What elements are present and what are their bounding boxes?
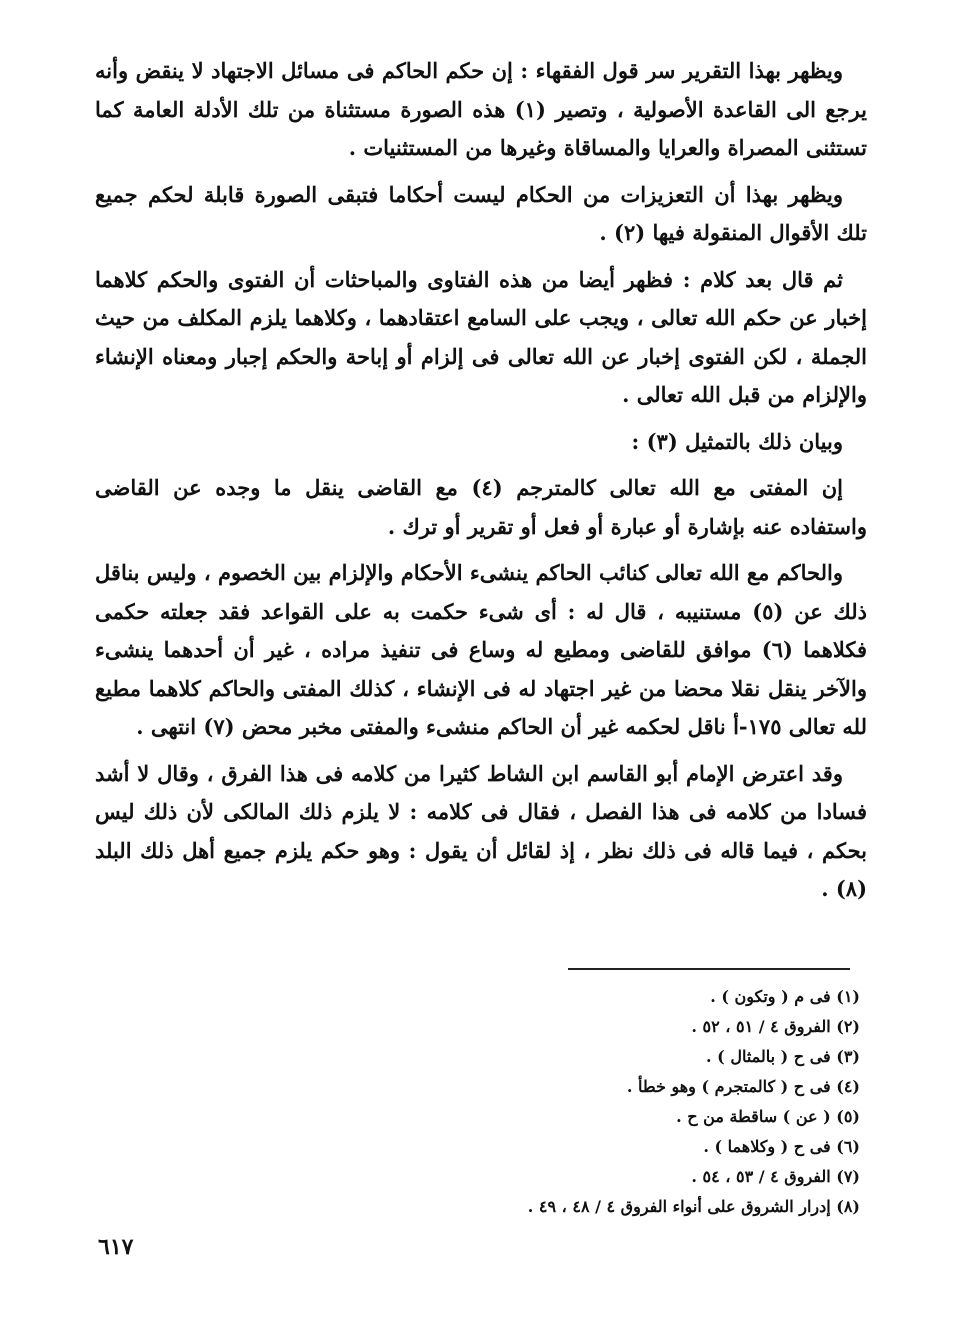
main-text bbox=[95, 52, 867, 917]
footnote-divider bbox=[568, 968, 850, 970]
paragraph-1: ويظهر بهذا التقرير سر قول الفقهاء : إن حكم الحاكم فى مسائل الاجتهاد لا ينقض وأنه يرجع الى القاعدة الأصولية ، وتصير (١) هذه الصورة مستثناة من تلك الأدلة العامة كما تستثنى المصراة والعرايا والمساقاة وغيرها من المستثنيات . bbox=[95, 58, 867, 160]
footnote-1: (١) فى م ( وتكون ) . bbox=[710, 987, 860, 1006]
footnote-4: (٤) فى ح ( كالمتجرم ) وهو خطأ . bbox=[626, 1077, 860, 1096]
footnote-7: (٧) الفروق ٤ / ٥٣ ، ٥٤ . bbox=[691, 1167, 860, 1186]
paragraph-5: إن المفتى مع الله تعالى كالمترجم (٤) مع القاضى ينقل ما وجده عن القاضى واستفاده عنه بإشارة أو عبارة أو فعل أو تقرير أو ترك . bbox=[95, 475, 867, 539]
page-number: ٦١٧ bbox=[98, 1234, 134, 1260]
paragraph-3: ثم قال بعد كلام : فظهر أيضا من هذه الفتاوى والمباحثات أن الفتوى والحكم كلاهما إخبار عن حكم الله تعالى ، ويجب على السامع اعتقادهما ، وكلاهما يلزم المكلف من حيث الجملة ، لكن الفتوى إخبار عن الله تعالى فى إلزام أو إباحة والحكم إجبار ومعناه الإنشاء والإلزام من قبل الله تعالى . bbox=[95, 266, 867, 407]
footnote-5: (٥) ( عن ) ساقطة من ح . bbox=[676, 1107, 860, 1126]
footnote-3: (٣) فى ح ( بالمثال ) . bbox=[706, 1047, 860, 1066]
paragraph-7: وقد اعترض الإمام أبو القاسم ابن الشاط كثيرا من كلامه فى هذا الفرق ، وقال لا أشد فسادا من كلامه فى هذا الفصل ، فقال فى كلامه : لا يلزم ذلك المالكى لأن ذلك ليس بحكم ، فيما قاله فى ذلك نظر ، إذ لقائل أن يقول : وهو حكم يلزم جميع أهل ذلك البلد (٨) . bbox=[95, 760, 867, 901]
paragraph-2: ويظهر بهذا أن التعزيزات من الحكام ليست أحكاما فتبقى الصورة قابلة لحكم جميع تلك الأقوال المنقولة فيها (٢) . bbox=[95, 181, 867, 245]
footnote-2: (٢) الفروق ٤ / ٥١ ، ٥٢ . bbox=[691, 1017, 860, 1036]
paragraph-4: وبيان ذلك بالتمثيل (٣) : bbox=[631, 428, 843, 454]
paragraph-6: والحاكم مع الله تعالى كنائب الحاكم ينشىء الأحكام والإلزام بين الخصوم ، وليس بناقل ذلك عن (٥) مستنيبه ، قال له : أى شىء حكمت به على القواعد فقد جعلته حكمى فكلاهما (٦) موافق للقاضى ومطيع له وساع فى تنفيذ مراده ، غير أن أحدهما ينشىء والآخر ينقل نقلا محضا من غير اجتهاد له فى الإنشاء ، كذلك المفتى والحاكم كلاهما مطيع لله تعالى ١٧٥-أ ناقل لحكمه غير أن الحاكم منشىء والمفتى مخبر محض (٧) انتهى . bbox=[95, 560, 868, 739]
footnote-8: (٨) إدرار الشروق على أنواء الفروق ٤ / ٤٨ ، ٤٩ . bbox=[527, 1197, 860, 1216]
footnote-6: (٦) فى ح ( وكلاهما ) . bbox=[703, 1137, 860, 1156]
footnotes-list bbox=[260, 982, 860, 1222]
